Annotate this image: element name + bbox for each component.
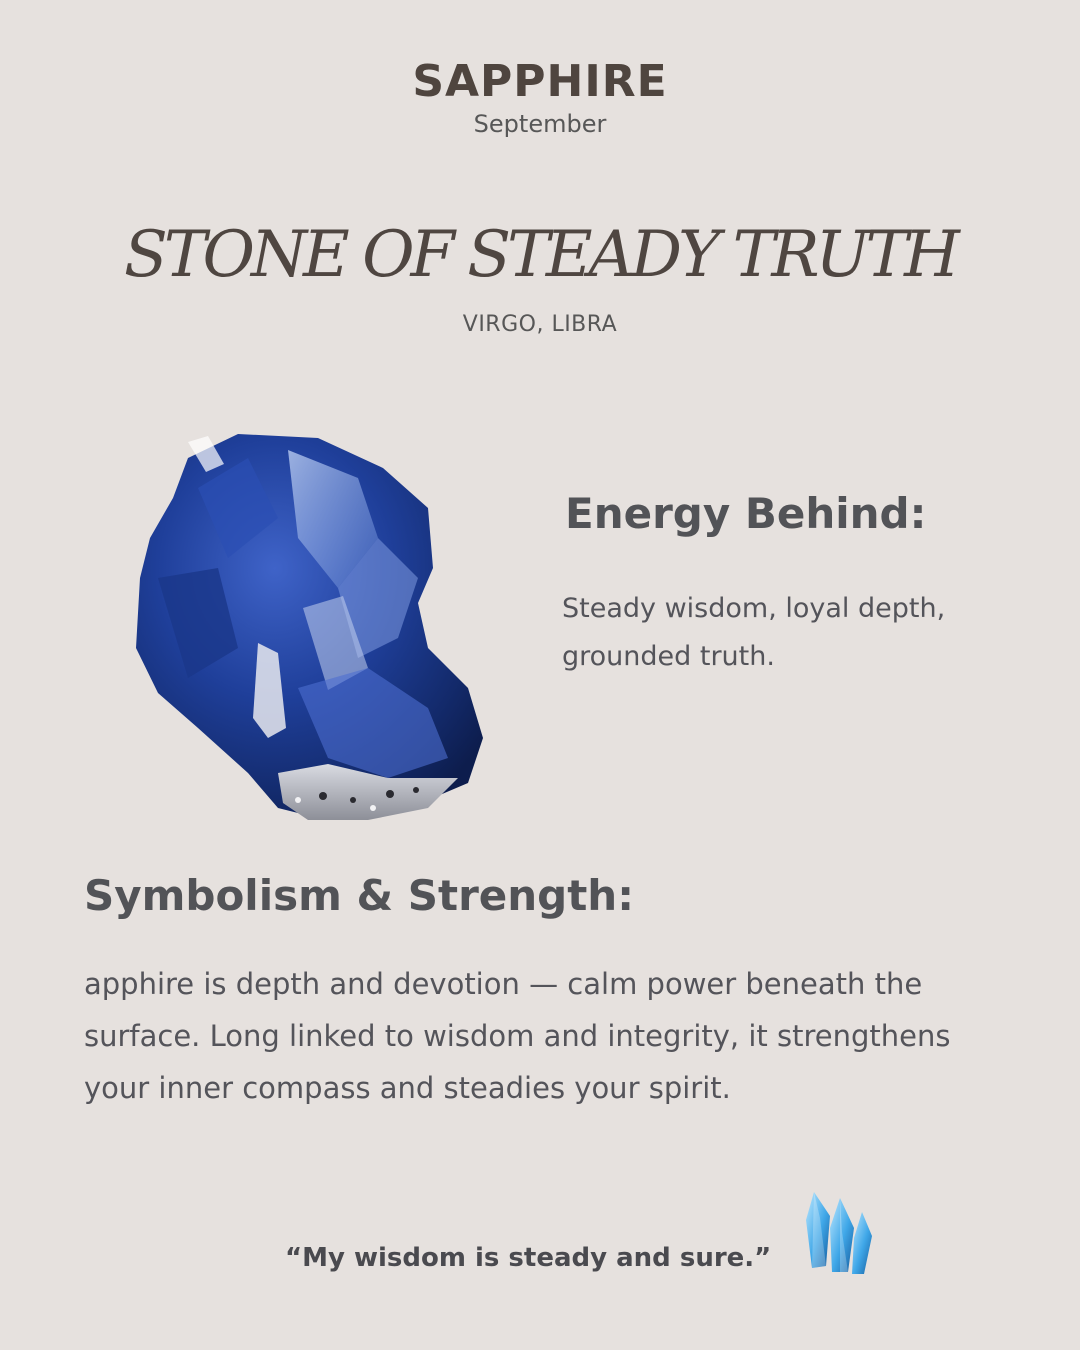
symbolism-heading: Symbolism & Strength: [84, 871, 634, 920]
energy-heading: Energy Behind: [565, 489, 927, 538]
affirmation-quote: “My wisdom is steady and sure.” [285, 1243, 772, 1273]
tagline: STONE OF STEADY TRUTH [124, 218, 956, 292]
crystal-cluster-icon [800, 1188, 876, 1280]
symbolism-description: apphire is depth and devotion — calm power beneath the surface. Long linked to wisdom and integrity, it strengthens your inner compass and steadies your spirit. [84, 967, 951, 1105]
stone-name-title: SAPPHIRE [412, 56, 668, 107]
birth-month: September [473, 110, 607, 138]
zodiac-signs: VIRGO, LIBRA [462, 312, 618, 337]
energy-description: Steady wisdom, loyal depth, grounded truth. [562, 593, 946, 672]
sapphire-gem-image [128, 428, 490, 830]
